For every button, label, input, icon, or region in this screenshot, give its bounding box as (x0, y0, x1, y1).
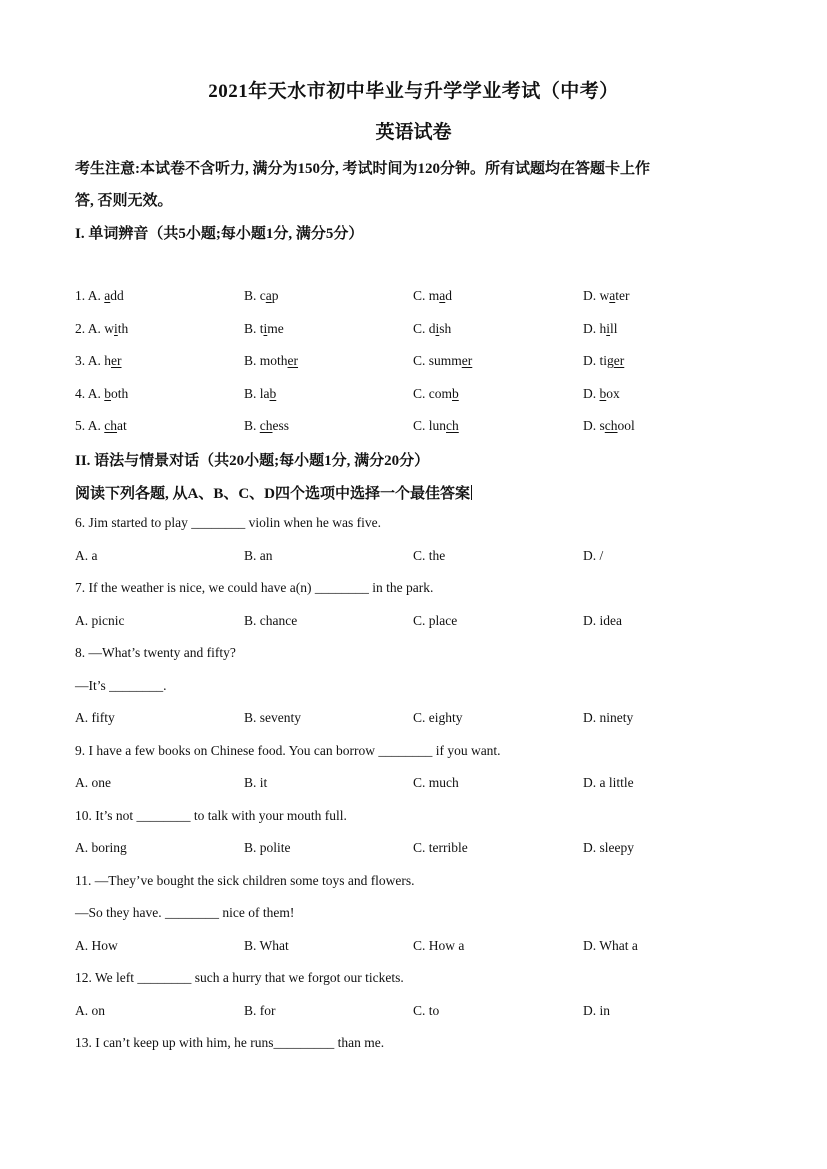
q9-stem: 9. I have a few books on Chinese food. You can borrow ________ if you want. (75, 743, 501, 758)
underlined-letters: i (606, 321, 611, 336)
underlined-letters: b (269, 386, 277, 401)
underlined-letters: er (111, 353, 122, 368)
underlined-letters: a (439, 288, 446, 303)
q2-option-b: B. time (244, 321, 284, 336)
q4-option-c: C. comb (413, 386, 459, 401)
q3-option-d: D. tiger (583, 353, 625, 368)
q2-option-a: 2. A. with (75, 321, 129, 336)
q11-option-a: A. How (75, 938, 118, 953)
exam-title: 2021年天水市初中毕业与升学学业考试（中考） (208, 81, 619, 102)
q10-option-d: D. sleepy (583, 840, 634, 855)
underlined-letters: b (104, 386, 112, 401)
q5-option-c: C. lunch (413, 418, 459, 433)
q3-option-a: 3. A. her (75, 353, 122, 368)
q7-stem: 7. If the weather is nice, we could have a(n) ________ in the park. (75, 580, 434, 595)
q10-stem: 10. It’s not ________ to talk with your mouth full. (75, 808, 347, 823)
underlined-letters: ch (604, 418, 618, 433)
q4-option-b: B. lab (244, 386, 277, 401)
q9-option-b: B. it (244, 775, 268, 790)
underlined-letters: er (461, 353, 473, 368)
q5-option-a: 5. A. chat (75, 418, 127, 433)
section2-instruction (75, 482, 472, 503)
q11-option-d: D. What a (583, 938, 638, 953)
q8-option-d: D. ninety (583, 710, 634, 725)
q7-option-b: B. chance (244, 613, 298, 628)
q1-option-c: C. mad (413, 288, 453, 303)
q8-stem-2: —It’s ________. (75, 678, 167, 693)
q6-stem: 6. Jim started to play ________ violin when he was five. (75, 515, 381, 530)
q5-option-b: B. chess (244, 418, 290, 433)
text-cursor (471, 485, 472, 500)
q10-option-b: B. polite (244, 840, 291, 855)
q2-option-c: C. dish (413, 321, 452, 336)
q7-option-a: A. picnic (75, 613, 125, 628)
q4-option-d: D. box (583, 386, 620, 401)
q5-option-d: D. school (583, 418, 635, 433)
underlined-letters: ch (259, 418, 273, 433)
q6-option-c: C. the (413, 548, 446, 563)
q1-option-b: B. cap (244, 288, 279, 303)
q9-option-a: A. one (75, 775, 111, 790)
underlined-letters: ch (104, 418, 118, 433)
section1-heading: I. 单词辨音（共5小题;每小题1分, 满分5分） (75, 226, 364, 242)
notice-line-2: 答, 否则无效。 (75, 193, 173, 209)
underlined-letters: er (287, 353, 299, 368)
exam-subtitle: 英语试卷 (375, 122, 452, 143)
q3-option-b: B. mother (244, 353, 299, 368)
q12-option-d: D. in (583, 1003, 610, 1018)
q12-option-a: A. on (75, 1003, 105, 1018)
q8-option-b: B. seventy (244, 710, 301, 725)
q13-stem: 13. I can’t keep up with him, he runs_________ than me. (75, 1035, 385, 1050)
underlined-letters: ch (446, 418, 459, 433)
underlined-letters: a (104, 288, 111, 303)
underlined-letters: i (263, 321, 268, 336)
q1-option-a: 1. A. add (75, 288, 124, 303)
notice-line-1: 考生注意:本试卷不含听力, 满分为150分, 考试时间为120分钟。所有试题均在答题卡上作 (75, 161, 650, 177)
underlined-letters: er (613, 353, 625, 368)
q12-option-c: C. to (413, 1003, 440, 1018)
q11-stem: 11. —They’ve bought the sick children some toys and flowers. (75, 873, 415, 888)
q12-option-b: B. for (244, 1003, 276, 1018)
section2-heading: II. 语法与情景对话（共20小题;每小题1分, 满分20分） (75, 453, 430, 469)
underlined-letters: a (265, 288, 272, 303)
q6-option-b: B. an (244, 548, 273, 563)
q6-option-d: D. / (583, 548, 604, 563)
underlined-letters: b (599, 386, 607, 401)
underlined-letters: a (609, 288, 616, 303)
instruction-text: 阅读下列各题, 从A、B、C、D四个选项中选择一个最佳答案 (75, 486, 471, 502)
underlined-letters: i (114, 321, 118, 336)
q7-option-c: C. place (413, 613, 458, 628)
q11-option-b: B. What (244, 938, 289, 953)
q7-option-d: D. idea (583, 613, 622, 628)
q6-option-a: A. a (75, 548, 98, 563)
q3-option-c: C. summer (413, 353, 473, 368)
q9-option-c: C. much (413, 775, 459, 790)
q8-option-a: A. fifty (75, 710, 115, 725)
q8-option-c: C. eighty (413, 710, 463, 725)
q1-option-d: D. water (583, 288, 630, 303)
q4-option-a: 4. A. both (75, 386, 129, 401)
q8-stem: 8. —What’s twenty and fifty? (75, 645, 236, 660)
underlined-letters: b (452, 386, 459, 401)
underlined-letters: i (435, 321, 440, 336)
q11-stem-2: —So they have. ________ nice of them! (75, 905, 295, 920)
q9-option-d: D. a little (583, 775, 634, 790)
q12-stem: 12. We left ________ such a hurry that we forgot our tickets. (75, 970, 404, 985)
q11-option-c: C. How a (413, 938, 465, 953)
q2-option-d: D. hill (583, 321, 618, 336)
q10-option-c: C. terrible (413, 840, 468, 855)
q10-option-a: A. boring (75, 840, 127, 855)
